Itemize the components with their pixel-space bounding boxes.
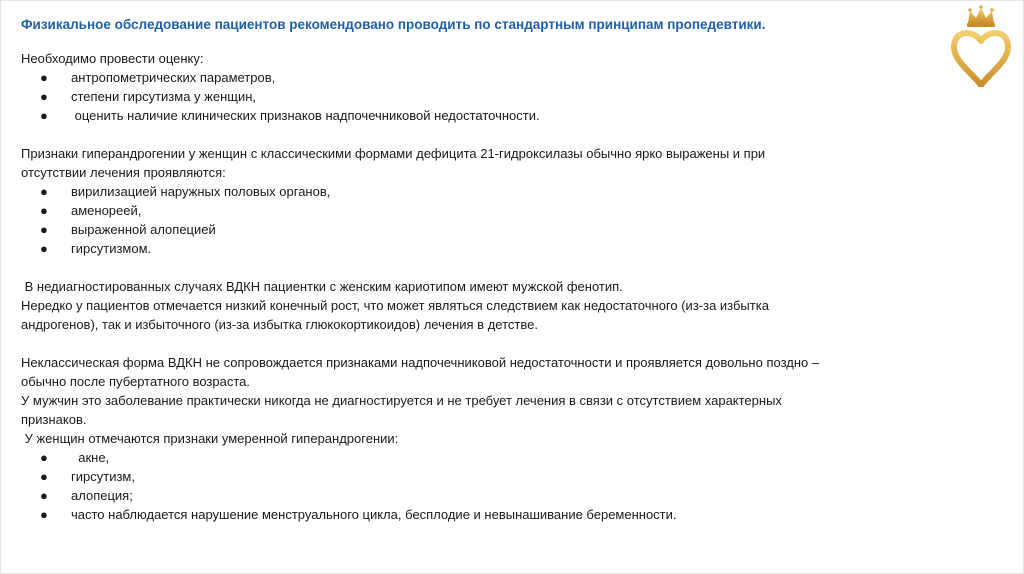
bullet-icon: ●: [40, 70, 48, 85]
section4-line2: обычно после пубертатного возраста.: [21, 374, 250, 389]
list-item: ● оценить наличие клинических признаков надпочечниковой недостаточности.: [40, 108, 540, 123]
list-item: ● вирилизацией наружных половых органов,: [40, 184, 331, 199]
section4-list: [21, 448, 921, 524]
bullet-icon: ●: [40, 507, 48, 522]
section3-line2: Нередко у пациентов отмечается низкий конечный рост, что может являться следствием как недостаточного (из-за избытка: [21, 298, 769, 313]
section3-line1: В недиагностированных случаях ВДКН пациентки с женским кариотипом имеют мужской фенотип.: [21, 279, 623, 294]
slide-content: [21, 15, 921, 524]
bullet-icon: ●: [40, 222, 48, 237]
section1-list: [21, 68, 921, 125]
section4-line5: У женщин отмечаются признаки умеренной гиперандрогении:: [21, 431, 399, 446]
golden-heart-crown-icon: [946, 3, 1016, 87]
list-item: ● гирсутизм,: [40, 469, 135, 484]
bullet-icon: ●: [40, 108, 48, 123]
bullet-icon: ●: [40, 241, 48, 256]
list-item: ● степени гирсутизма у женщин,: [40, 89, 257, 104]
bullet-icon: ●: [40, 184, 48, 199]
list-item: ● часто наблюдается нарушение менструального цикла, бесплодие и невынашивание беременности.: [40, 507, 677, 522]
section4-line1: Неклассическая форма ВДКН не сопровождается признаками надпочечниковой недостаточности и проявляется довольно поздно –: [21, 355, 820, 370]
list-item: ● антропометрических параметров,: [40, 70, 276, 85]
bullet-icon: ●: [40, 450, 48, 465]
section1-intro: Необходимо провести оценку:: [21, 51, 204, 66]
bullet-icon: ●: [40, 89, 48, 104]
list-item: ● аменореей,: [40, 203, 142, 218]
section3-line3: андрогенов), так и избыточного (из-за избытка глюкокортикоидов) лечения в детстве.: [21, 317, 538, 332]
bullet-icon: ●: [40, 488, 48, 503]
section2-intro-line2: отсутствии лечения проявляются:: [21, 165, 226, 180]
bullet-icon: ●: [40, 469, 48, 484]
section4-line3: У мужчин это заболевание практически никогда не диагностируется и не требует лечения в связи с отсутствием характерных: [21, 393, 782, 408]
slide-title: Физикальное обследование пациентов рекомендовано проводить по стандартным принципам пропедевтики.: [21, 17, 766, 32]
section2-intro-line1: Признаки гиперандрогении у женщин с классическими формами дефицита 21-гидроксилазы обычно ярко выражены и при: [21, 146, 766, 161]
bullet-icon: ●: [40, 203, 48, 218]
list-item: ● выраженной алопецией: [40, 222, 216, 237]
list-item: ● акне,: [40, 450, 110, 465]
list-item: ● гирсутизмом.: [40, 241, 152, 256]
list-item: ● алопеция;: [40, 488, 133, 503]
section2-list: [21, 182, 921, 258]
section4-line4: признаков.: [21, 412, 87, 427]
